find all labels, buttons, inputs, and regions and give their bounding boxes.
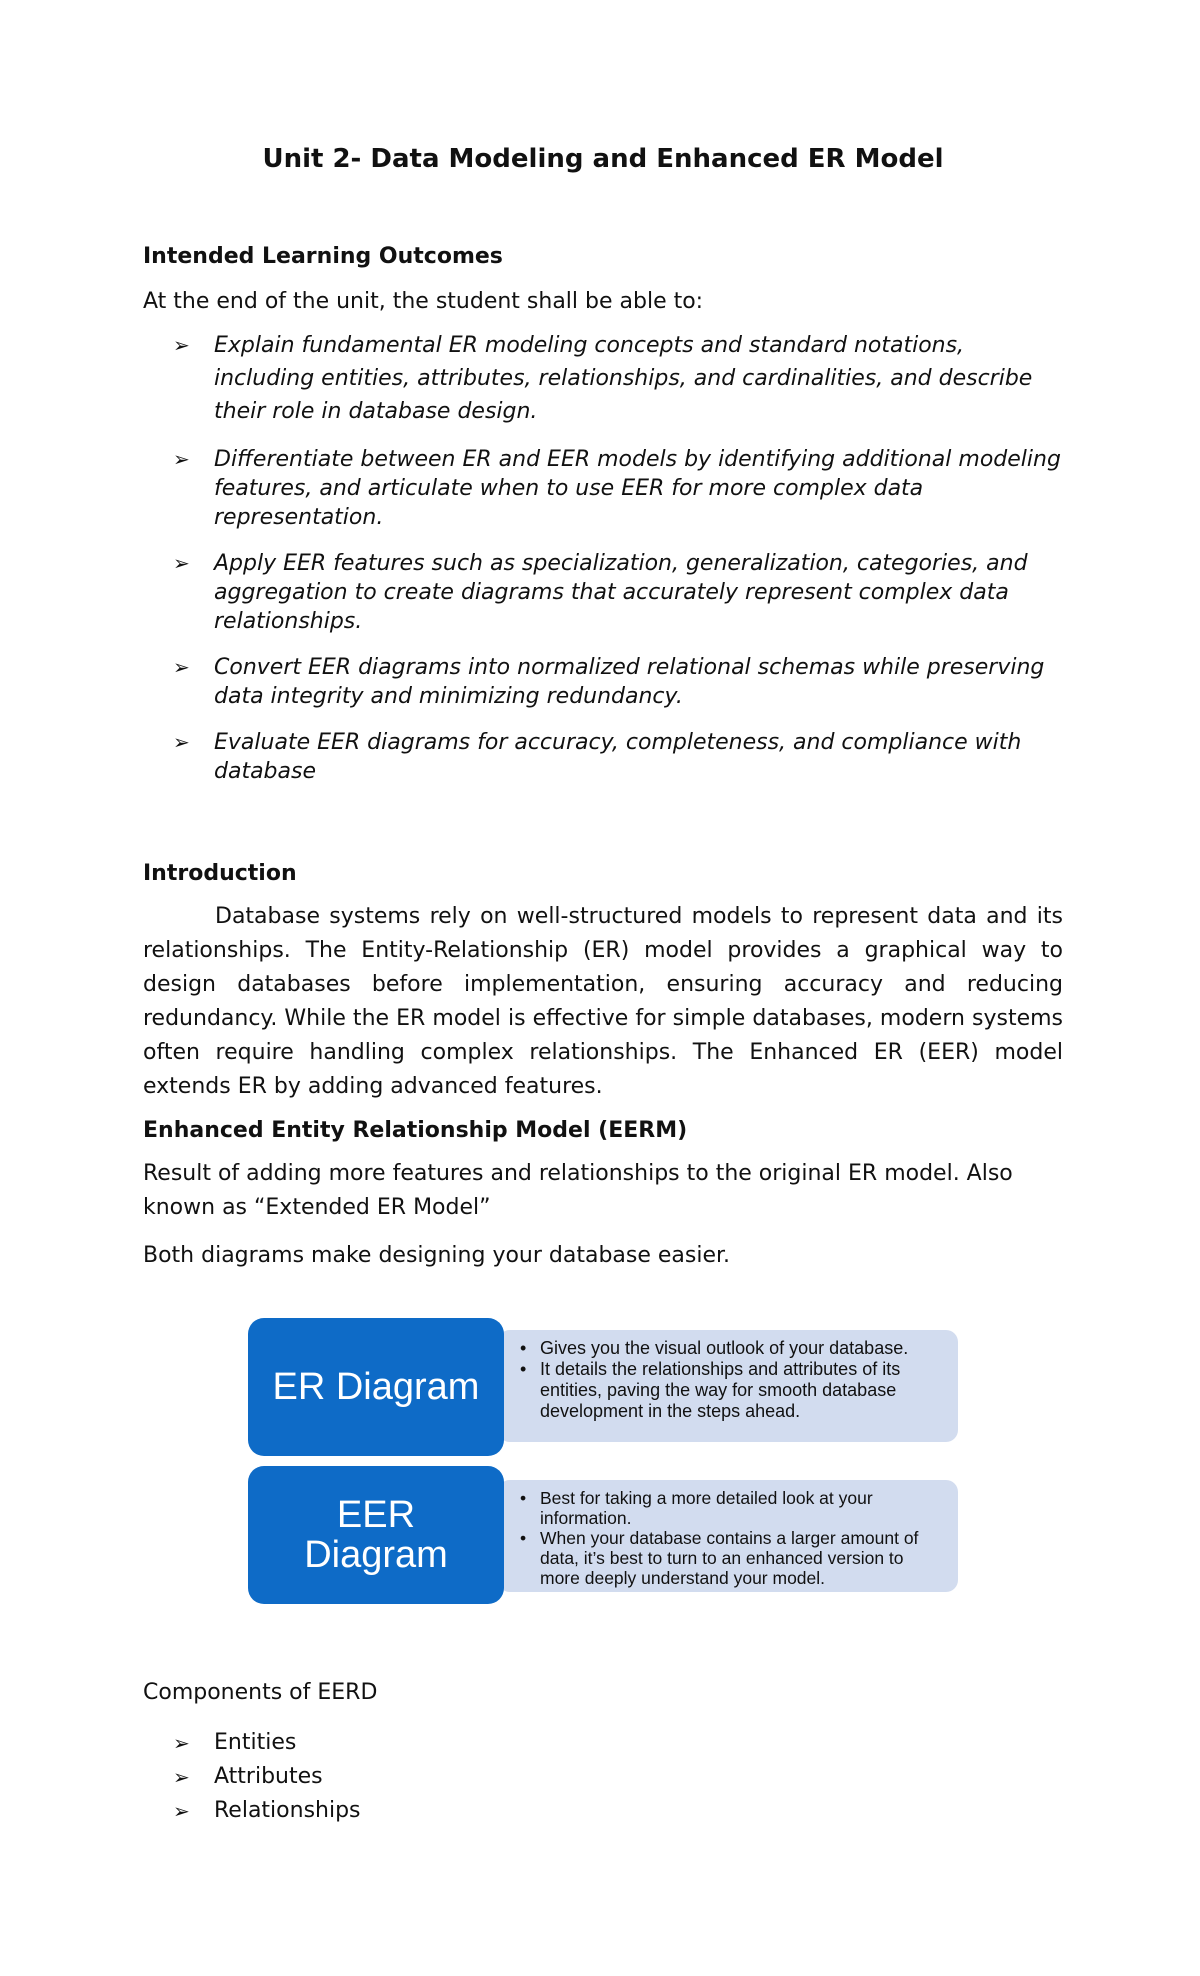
components-heading: Components of EERD bbox=[143, 1680, 378, 1705]
er-eer-comparison-diagram bbox=[248, 1318, 958, 1604]
learning-outcomes-heading: Intended Learning Outcomes bbox=[143, 244, 503, 269]
er-diagram-description bbox=[498, 1330, 958, 1442]
list-item bbox=[143, 728, 1063, 786]
document-content bbox=[143, 140, 1063, 1273]
arrow-bullet-icon: ➢ bbox=[173, 655, 190, 679]
eerm-note: Both diagrams make designing your database easier. bbox=[143, 1243, 731, 1268]
eer-diagram-label: EER Diagram bbox=[304, 1494, 448, 1576]
list-item bbox=[520, 1488, 948, 1528]
eer-diagram-description bbox=[498, 1480, 958, 1592]
introduction-heading: Introduction bbox=[143, 861, 297, 886]
list-item-text: Attributes bbox=[214, 1764, 323, 1789]
list-item-text: When your database contains a larger amount of data, it’s best to turn to an enhanced version to more deeply understand your model. bbox=[540, 1528, 919, 1588]
arrow-bullet-icon: ➢ bbox=[173, 333, 190, 357]
list-item bbox=[143, 1760, 1063, 1794]
introduction-paragraph: Database systems rely on well-structured models to represent data and its relationships. The Entity-Relationship (ER) model provides a graphical way to design databases before implementation, ensuring accuracy and reducing redundancy. While the ER model is effective for simple databases, modern systems often require handling complex relationships. The Enhanced ER (EER) model extends ER by adding advanced features. bbox=[143, 904, 1063, 1099]
er-diagram-box bbox=[248, 1318, 504, 1456]
eer-diagram-bullets bbox=[498, 1480, 958, 1588]
eerm-paragraph: Result of adding more features and relationships to the original ER model. Also known as “Extended ER Model” bbox=[143, 1161, 1013, 1220]
components-section bbox=[143, 1676, 1063, 1828]
list-item-text: Convert EER diagrams into normalized relational schemas while preserving data integrity and minimizing redundancy. bbox=[214, 655, 1045, 709]
arrow-bullet-icon: ➢ bbox=[173, 730, 190, 754]
eer-diagram-box bbox=[248, 1466, 504, 1604]
list-item bbox=[143, 445, 1063, 532]
bullet-dot-icon: • bbox=[520, 1528, 527, 1548]
list-item bbox=[520, 1338, 948, 1359]
list-item bbox=[520, 1528, 948, 1588]
diagram-row-eer bbox=[248, 1466, 958, 1604]
list-item-text: Apply EER features such as specialization, generalization, categories, and aggregation to create diagrams that accurately represent complex data relationships. bbox=[214, 551, 1028, 634]
arrow-bullet-icon: ➢ bbox=[173, 1731, 190, 1755]
bullet-dot-icon: • bbox=[520, 1359, 527, 1379]
learning-outcomes-intro: At the end of the unit, the student shall be able to: bbox=[143, 289, 704, 314]
list-item-text: Gives you the visual outlook of your database. bbox=[540, 1338, 909, 1358]
er-diagram-bullets bbox=[498, 1330, 958, 1422]
bullet-dot-icon: • bbox=[520, 1338, 527, 1358]
list-item bbox=[143, 653, 1063, 711]
list-item-text: Relationships bbox=[214, 1798, 361, 1823]
er-diagram-label: ER Diagram bbox=[272, 1366, 480, 1408]
diagram-row-er bbox=[248, 1318, 958, 1456]
list-item bbox=[520, 1359, 948, 1422]
page-title: Unit 2- Data Modeling and Enhanced ER Model bbox=[262, 144, 944, 174]
list-item bbox=[143, 549, 1063, 636]
list-item-text: Best for taking a more detailed look at your information. bbox=[540, 1488, 873, 1528]
arrow-bullet-icon: ➢ bbox=[173, 447, 190, 471]
list-item bbox=[143, 329, 1063, 428]
eerm-heading: Enhanced Entity Relationship Model (EERM) bbox=[143, 1118, 688, 1143]
list-item-text: It details the relationships and attributes of its entities, paving the way for smooth database development in the steps ahead. bbox=[540, 1359, 901, 1421]
components-list bbox=[143, 1726, 1063, 1828]
list-item-text: Evaluate EER diagrams for accuracy, completeness, and compliance with database bbox=[214, 730, 1022, 784]
list-item bbox=[143, 1794, 1063, 1828]
arrow-bullet-icon: ➢ bbox=[173, 551, 190, 575]
list-item bbox=[143, 1726, 1063, 1760]
list-item-text: Entities bbox=[214, 1730, 297, 1755]
bullet-dot-icon: • bbox=[520, 1488, 527, 1508]
list-item-text: Differentiate between ER and EER models by identifying additional modeling features, and articulate when to use EER for more complex data representation. bbox=[214, 447, 1061, 530]
arrow-bullet-icon: ➢ bbox=[173, 1765, 190, 1789]
learning-outcomes-list bbox=[143, 329, 1063, 786]
arrow-bullet-icon: ➢ bbox=[173, 1799, 190, 1823]
list-item-text: Explain fundamental ER modeling concepts and standard notations, including entities, attributes, relationships, and cardinalities, and describe their role in database design. bbox=[214, 333, 1033, 424]
